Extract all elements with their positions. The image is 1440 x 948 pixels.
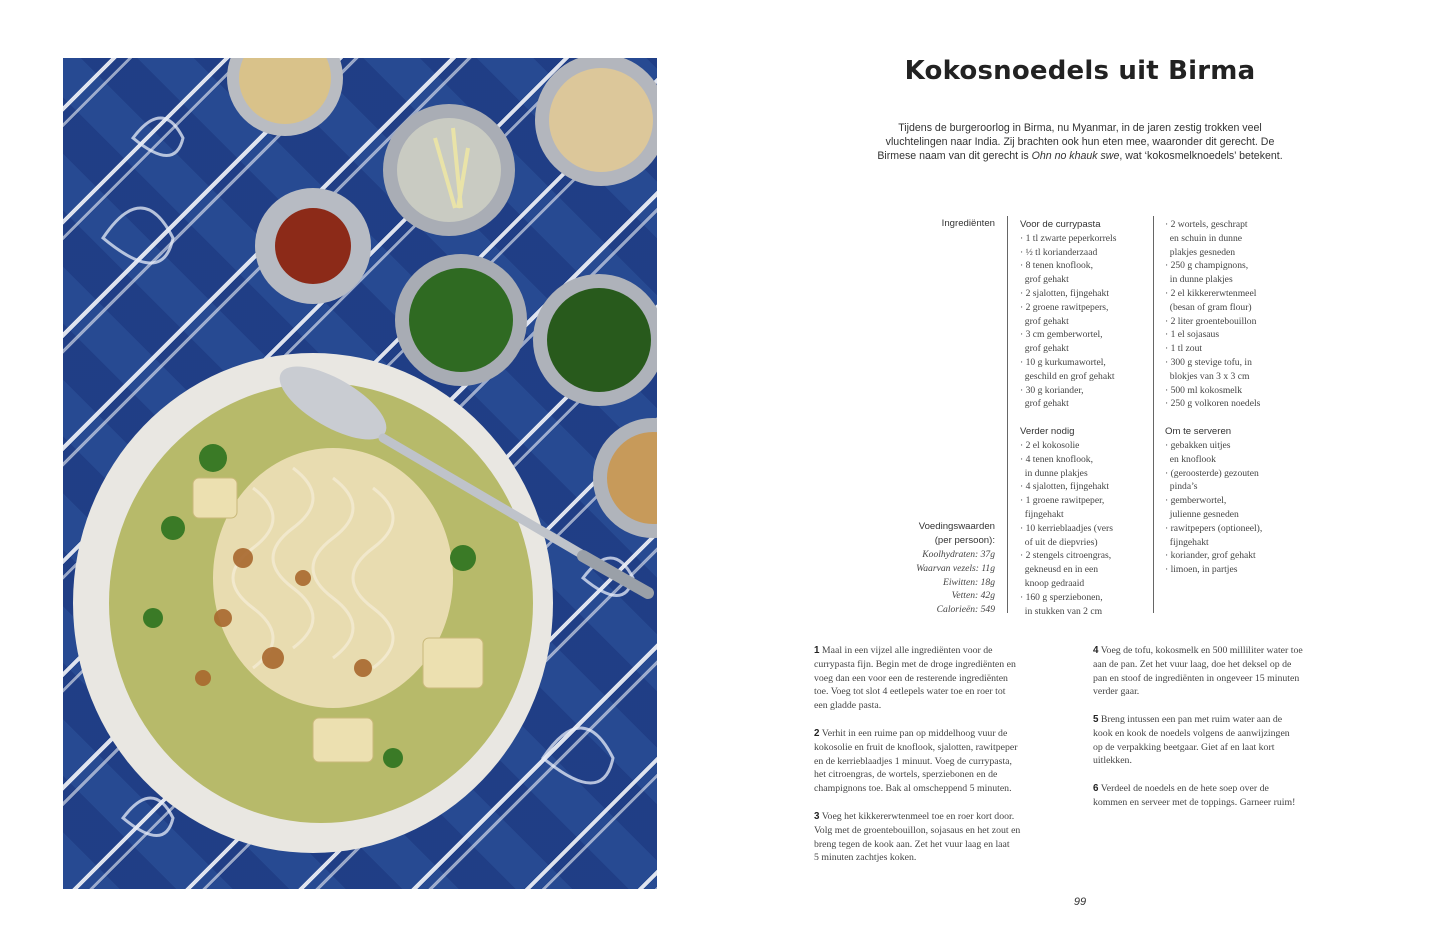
step-2 [814, 727, 1066, 796]
ingredients-column-2 [1165, 218, 1305, 577]
step-text-line: breng tegen de kook aan. Zet het vuur laag en laat [814, 838, 1010, 850]
step-text-line: en de kerrieblaadjes 1 minuut. Voeg de currypasta, [814, 755, 1012, 767]
ingredient-line: fijngehakt [1165, 536, 1209, 548]
intro-line: vluchtelingen naar India. Zij brachten ook hun eten mee, waaronder dit gerecht. De [885, 136, 1275, 148]
step-number: 6 [1093, 783, 1099, 794]
step-text-line: toe. Voeg tot slot 4 eetlepels water toe en roer tot [814, 686, 1006, 698]
ingredient-line: · 30 g koriander, [1020, 384, 1084, 396]
ingredient-line: · koriander, grof gehakt [1165, 550, 1256, 562]
step-text-line: Volg met de groentebouillon, sojasaus en het zout en [814, 824, 1021, 836]
ingredient-line: · 10 g kurkumawortel, [1020, 356, 1106, 368]
ingredient-line: geschild en grof gehakt [1020, 370, 1115, 382]
verder-list [1020, 439, 1152, 618]
step-text-line: op de verpakking beetgaar. Giet af en laat kort [1093, 741, 1275, 753]
step-number: 1 [814, 645, 820, 656]
step-number: 3 [814, 811, 820, 822]
dish-native-name: Ohn no khauk swe [1031, 150, 1120, 162]
ingredient-line: · 3 cm gemberwortel, [1020, 329, 1103, 341]
ingredient-line: · 4 tenen knoflook, [1020, 453, 1094, 465]
step-text-line: kommen en serveer met de toppings. Garneer ruim! [1093, 796, 1296, 808]
step-text-line: uitlekken. [1093, 755, 1132, 767]
ingredient-line: · 1 tl zout [1165, 343, 1203, 355]
column-divider [1153, 216, 1154, 613]
ingredient-line: · gebakken uitjes [1165, 439, 1231, 451]
step-text-line: 5 minuten zachtjes koken. [814, 852, 917, 864]
nutrition-label: Voedingswaarden (per persoon): [918, 521, 995, 546]
ingredient-line: · (geroosterde) gezouten [1165, 467, 1259, 479]
step-text-line: 5 Breng intussen een pan met ruim water aan de [1093, 714, 1283, 725]
currypasta-list [1020, 232, 1152, 411]
recipe-intro [846, 121, 1314, 163]
ingredient-line: plakjes gesneden [1165, 246, 1236, 258]
intro-line: Tijdens de burgeroorlog in Birma, nu Myanmar, in de jaren zestig trokken veel [898, 122, 1262, 134]
step-text-line: 6 Verdeel de noedels en de hete soep over de [1093, 783, 1269, 794]
ingredient-line: · 1 groene rawitpeper, [1020, 495, 1105, 507]
ingredients-label: Ingrediënten [941, 218, 995, 229]
step-text-line: 3 Voeg het kikkererwtenmeel toe en roer kort door. [814, 811, 1015, 822]
ingredient-line: (besan of gram flour) [1165, 301, 1252, 313]
ingredient-line: · 2 sjalotten, fijngehakt [1020, 287, 1109, 299]
ingredient-line: · 2 stengels citroengras, [1020, 550, 1112, 562]
ingredient-line: · 300 g stevige tofu, in [1165, 356, 1252, 368]
ingredient-line: · 2 el kokosolie [1020, 439, 1080, 451]
ingredient-line: · ½ tl korianderzaad [1020, 246, 1098, 258]
step-text-line: 2 Verhit in een ruime pan op middelhoog vuur de [814, 728, 1008, 739]
step-text-line: kook en kook de noedels volgens de aanwijzingen [1093, 727, 1290, 739]
step-number: 2 [814, 728, 820, 739]
ingredient-line: · 1 tl zwarte peperkorrels [1020, 232, 1117, 244]
ingredient-line: · 250 g champignons, [1165, 260, 1249, 272]
ingredient-line: grof gehakt [1020, 343, 1069, 355]
ingredient-line: fijngehakt [1020, 508, 1064, 520]
ingredients-column-1 [1020, 218, 1152, 618]
step-text-line: verder gaar. [1093, 686, 1140, 698]
step-number: 4 [1093, 645, 1099, 656]
ingredient-line: grof gehakt [1020, 274, 1069, 286]
verder-heading: Verder nodig [1020, 426, 1075, 438]
ingredient-line: gekneusd en in een [1020, 564, 1099, 576]
recipe-title: Kokosnoedels uit Birma [904, 56, 1256, 86]
ingredient-line: julienne gesneden [1165, 508, 1239, 520]
step-number: 5 [1093, 714, 1099, 725]
nutrition-values [880, 548, 995, 617]
step-text-line: champignons toe. Bak al omscheppend 5 minuten. [814, 783, 1012, 795]
ingredient-line: knoop gedraaid [1020, 577, 1085, 589]
ingredient-line: · 4 sjalotten, fijngehakt [1020, 481, 1109, 493]
ingredient-line: · 500 ml kokosmelk [1165, 384, 1243, 396]
nutrition-value: Vetten: 42g [951, 590, 995, 602]
main-ingredient-list [1165, 218, 1305, 411]
ingredient-line: en schuin in dunne [1165, 232, 1243, 244]
currypasta-heading: Voor de currypasta [1020, 219, 1101, 230]
ingredient-line: pinda’s [1165, 481, 1198, 493]
food-photo [63, 58, 657, 889]
ingredient-line: · 1 el sojasaus [1165, 329, 1220, 341]
nutrition-value: Koolhydraten: 37g [922, 549, 995, 560]
ingredient-line: · 10 kerrieblaadjes (vers [1020, 522, 1113, 534]
step-text-line: 1 Maal in een vijzel alle ingrediënten voor de [814, 645, 993, 656]
ingredient-line: · limoen, in partjes [1165, 564, 1238, 576]
nutrition-value: Eiwitten: 18g [943, 576, 995, 588]
photo-illustration [63, 58, 657, 889]
step-text-line: currypasta fijn. Begin met de droge ingrediënten en [814, 658, 1016, 670]
ingredient-line: · gemberwortel, [1165, 495, 1227, 507]
step-text-line: voeg dan een voor een de resterende ingrediënten [814, 672, 1008, 684]
ingredient-line: · 2 groene rawitpepers, [1020, 301, 1109, 313]
step-text-line: 4 Voeg de tofu, kokosmelk en 500 milliliter water toe [1093, 645, 1303, 656]
step-text-line: een gladde pasta. [814, 700, 882, 712]
step-text-line: pan en stoof de ingrediënten in ongeveer 15 minuten [1093, 672, 1300, 684]
ingredient-line: blokjes van 3 x 3 cm [1165, 370, 1250, 382]
ingredient-line: · 2 liter groentebouillon [1165, 315, 1257, 327]
ingredient-line: en knoflook [1165, 453, 1216, 465]
step-text-line: aan de pan. Zet het vuur laag, doe het deksel op de [1093, 658, 1292, 670]
step-text-line: kokosolie en fruit de knoflook, sjalotten, rawitpeper [814, 741, 1018, 753]
ingredient-line: · 160 g sperziebonen, [1020, 591, 1103, 603]
intro-line: Birmese naam van dit gerecht is Ohn no khauk swe, wat ‘kokosmelknoedels’ betekent. [877, 150, 1283, 162]
nutrition-value: Calorieën: 549 [936, 604, 995, 616]
ingredient-line: · 2 wortels, geschrapt [1165, 219, 1248, 230]
serve-heading: Om te serveren [1165, 426, 1232, 438]
column-divider [1007, 216, 1008, 613]
ingredient-line: of uit de diepvries) [1020, 536, 1098, 548]
ingredient-line: in dunne plakjes [1020, 467, 1088, 479]
step-3 [814, 810, 1066, 865]
ingredient-line: · 8 tenen knoflook, [1020, 260, 1094, 272]
ingredient-line: · rawitpepers (optioneel), [1165, 522, 1263, 534]
step-4 [1093, 644, 1345, 699]
ingredient-line: grof gehakt [1020, 398, 1069, 410]
ingredient-line: · 2 el kikkererwtenmeel [1165, 287, 1257, 299]
ingredient-line: · 250 g volkoren noedels [1165, 398, 1261, 410]
serve-list [1165, 439, 1305, 577]
ingredient-line: grof gehakt [1020, 315, 1069, 327]
page-number: 99 [1073, 896, 1087, 908]
ingredient-line: in stukken van 2 cm [1020, 605, 1103, 617]
step-text-line: het citroengras, de wortels, sperziebonen en de [814, 769, 998, 781]
ingredient-line: in dunne plakjes [1165, 274, 1233, 286]
nutrition-value: Waarvan vezels: 11g [916, 562, 995, 574]
step-1 [814, 644, 1066, 713]
step-5 [1093, 713, 1345, 768]
step-6 [1093, 782, 1345, 810]
